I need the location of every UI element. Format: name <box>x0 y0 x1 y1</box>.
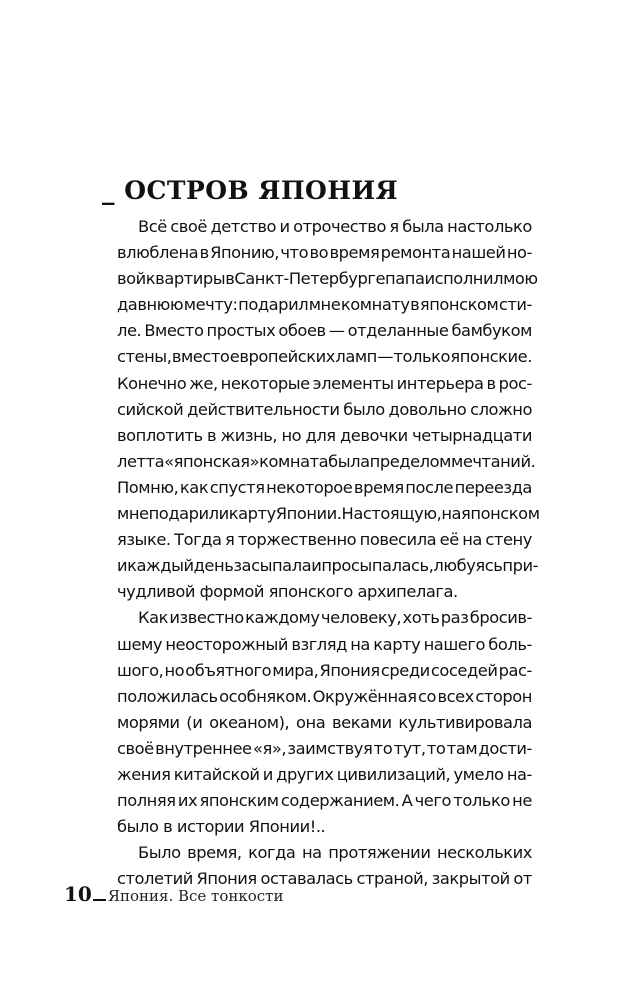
text-line: воплотить в жизнь, но для девочки четырнадцати <box>117 425 532 445</box>
text-line: морями (и океаном), она веками культивировала <box>117 712 532 732</box>
text-line: Конечно же, некоторые элементы интерьера в рос- <box>117 373 532 393</box>
body-text <box>117 214 540 892</box>
text-line: чудливой формой японского архипелага. <box>117 582 458 602</box>
text-line: столетий Япония оставалась страной, закрытой от <box>117 869 532 889</box>
text-line: Всё своё детство и отрочество я была настолько <box>138 217 532 236</box>
page-number: 10 <box>64 882 92 906</box>
text-line: влюблена в Японию, что во время ремонта нашей но- <box>117 243 532 263</box>
text-line: стены, вместо европейских ламп — только японские. <box>117 347 532 367</box>
text-line: сийской действительности было довольно сложно <box>117 399 532 419</box>
text-line: полняя их японским содержанием. А чего только не <box>117 791 532 811</box>
text-line: языке. Тогда я торжественно повесила её на стену <box>117 530 532 550</box>
text-line: лет та «японская» комната была пределом мечтаний. <box>117 451 536 471</box>
section-heading: _ ОСТРОВ ЯПОНИЯ <box>102 176 399 205</box>
text-line: вой квартиры в Санкт-Петербурге папа исполнил мою <box>117 269 538 289</box>
running-title: Япония. Все тонкости <box>107 887 284 905</box>
text-line: Было время, когда на протяжении нескольких <box>138 843 532 863</box>
text-line: шему неосторожный взгляд на карту нашего боль- <box>117 634 532 654</box>
text-line: шого, но объятного мира, Япония среди соседей рас- <box>117 660 532 680</box>
text-line: ле. Вместо простых обоев — отделанные бамбуком <box>117 321 532 341</box>
text-line: было в истории Японии!.. <box>117 817 326 837</box>
page-footer <box>64 882 283 906</box>
text-line: жения китайской и других цивилизаций, умело на- <box>117 764 532 784</box>
text-line: Как известно каждому человеку, хоть раз бросив- <box>138 608 532 628</box>
text-line: Помню, как спустя некоторое время после переезда <box>117 477 532 497</box>
footer-underscore <box>93 899 106 901</box>
text-line: давнюю мечту: подарил мне комнату в японском сти- <box>117 295 532 315</box>
text-line: и каждый день засыпала и просыпалась, любуясь при- <box>117 556 539 576</box>
text-line: своё внутреннее «я», заимствуя то тут, то там дости- <box>117 738 532 758</box>
text-line: положилась особняком. Окружённая со всех сторон <box>117 686 532 706</box>
text-line: мне подарили карту Японии. Настоящую, на японском <box>117 504 540 524</box>
